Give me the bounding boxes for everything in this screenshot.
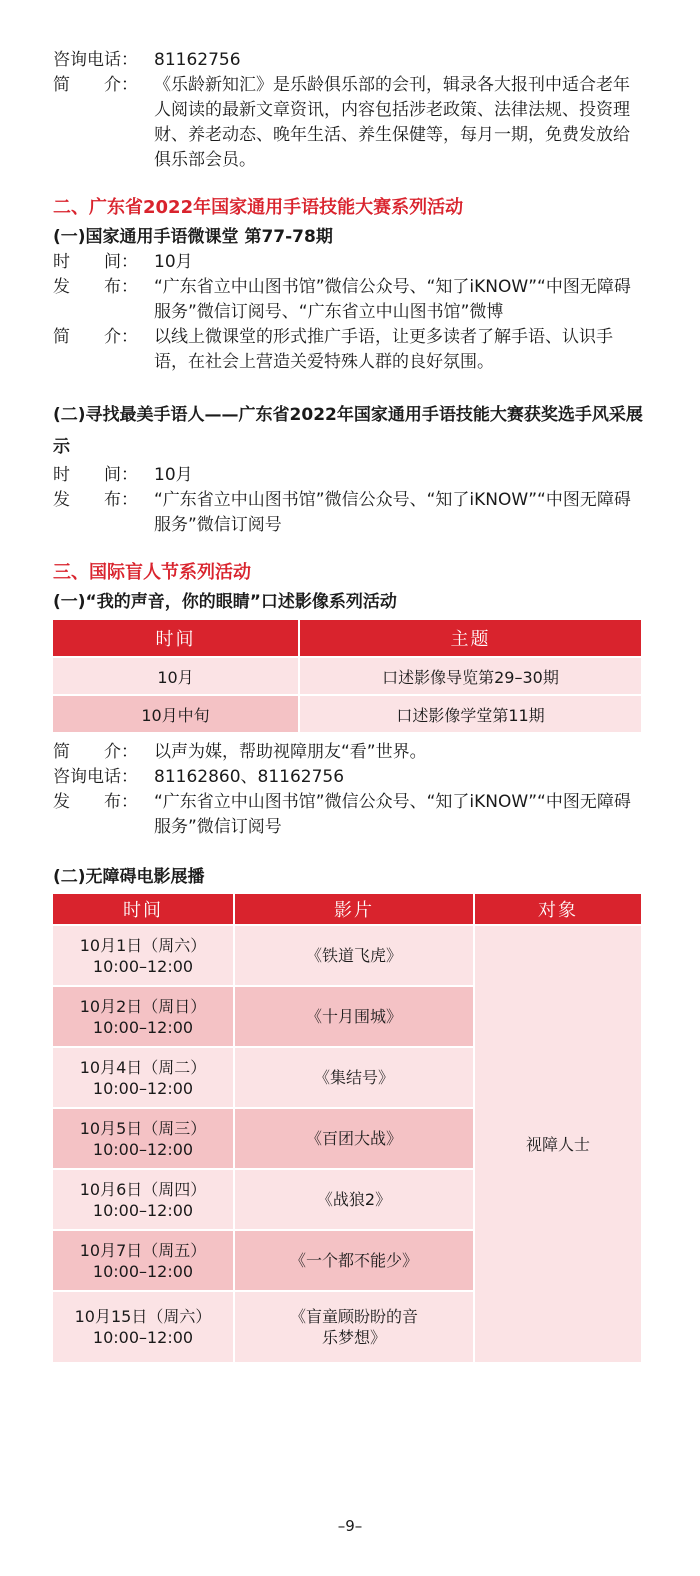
section2-title: 二、广东省2022年国家通用手语技能大赛系列活动 [53, 197, 464, 218]
row-datetime [53, 1109, 233, 1168]
row-time: 10:00–12:00 [92, 1200, 194, 1220]
header-audience: 对象 [475, 894, 641, 924]
row-datetime [53, 987, 233, 1046]
phone-value: 81162860、81162756 [154, 767, 345, 787]
row-film: 《战狼2》 [235, 1170, 473, 1229]
header-time: 时间 [53, 620, 298, 656]
row-time: 10:00–12:00 [92, 1078, 194, 1098]
row-time: 10月 [53, 658, 298, 694]
publish-value: “广东省立中山图书馆”微信公众号、“知了iKNOW”“中图无障碍服务”微信订阅号、“广东省立中山图书馆”微博 [154, 277, 631, 322]
page-content [53, 48, 645, 1364]
table-header-row [53, 620, 641, 656]
row-date: 10月7日（周五） [79, 1240, 207, 1260]
row-film: 《集结号》 [235, 1048, 473, 1107]
table-header-row [53, 894, 641, 924]
publish-label: 发 布： [53, 277, 138, 297]
row-film: 《百团大战》 [235, 1109, 473, 1168]
row-time: 10:00–12:00 [92, 1017, 194, 1037]
phone-line [53, 48, 645, 73]
section3-title: 三、国际盲人节系列活动 [53, 562, 251, 583]
audio-description-table [51, 618, 643, 734]
page-number: –9– [337, 1517, 363, 1535]
row-time: 10:00–12:00 [92, 956, 194, 976]
row-date: 10月5日（周三） [79, 1118, 207, 1138]
row-datetime [53, 1170, 233, 1229]
s3-publish-line [53, 790, 645, 840]
header-film: 影片 [235, 894, 473, 924]
s2-sub1-publish-line [53, 275, 645, 325]
row-time: 10:00–12:00 [92, 1139, 194, 1159]
row-film: 《十月围城》 [235, 987, 473, 1046]
s3-phone-line [53, 765, 645, 790]
header-time: 时间 [53, 894, 233, 924]
row-date: 10月1日（周六） [79, 935, 207, 955]
section2-sub2-title: (二)寻找最美手语人——广东省2022年国家通用手语技能大赛获奖选手风采展示 [53, 405, 643, 457]
phone-label: 咨询电话： [53, 767, 138, 787]
row-datetime [53, 1231, 233, 1290]
time-value: 10月 [154, 252, 193, 272]
row-film: 《一个都不能少》 [235, 1231, 473, 1290]
film-schedule-table [51, 892, 643, 1364]
time-label: 时 间： [53, 252, 138, 272]
row-film: 《盲童顾盼盼的音乐梦想》 [235, 1292, 473, 1362]
table-row [53, 696, 641, 732]
intro-text: 以线上微课堂的形式推广手语，让更多读者了解手语、认识手语，在社会上营造关爱特殊人群的良好氛围。 [154, 327, 613, 372]
publish-label: 发 布： [53, 792, 138, 812]
publish-value: “广东省立中山图书馆”微信公众号、“知了iKNOW”“中图无障碍服务”微信订阅号 [154, 490, 631, 535]
audience-cell: 视障人士 [475, 926, 641, 1362]
row-date: 10月15日（周六） [74, 1307, 212, 1326]
publish-value: “广东省立中山图书馆”微信公众号、“知了iKNOW”“中图无障碍服务”微信订阅号 [154, 792, 631, 837]
publish-label: 发 布： [53, 490, 138, 510]
row-topic: 口述影像导览第29–30期 [300, 658, 641, 694]
time-value: 10月 [154, 465, 193, 485]
table-row [53, 658, 641, 694]
intro-label: 简 介： [53, 742, 138, 762]
row-date: 10月6日（周四） [79, 1179, 207, 1199]
row-date: 10月2日（周日） [79, 996, 207, 1016]
s3-intro-line [53, 740, 645, 765]
phone-value: 81162756 [154, 50, 241, 70]
row-time: 10:00–12:00 [92, 1261, 194, 1281]
row-date: 10月4日（周二） [79, 1057, 207, 1077]
s2-sub2-time-line [53, 463, 645, 488]
section3-sub1-title: (一)“我的声音，你的眼睛”口述影像系列活动 [53, 592, 397, 612]
s2-sub1-time-line [53, 250, 645, 275]
intro-text: 以声为媒，帮助视障朋友“看”世界。 [154, 742, 427, 762]
row-datetime [53, 926, 233, 985]
row-datetime [53, 1292, 233, 1362]
row-topic: 口述影像学堂第11期 [300, 696, 641, 732]
intro-label: 简 介： [53, 75, 138, 95]
row-datetime [53, 1048, 233, 1107]
intro-text: 《乐龄新知汇》是乐龄俱乐部的会刊，辑录各大报刊中适合老年人阅读的最新文章资讯，内容包括涉老政策、法律法规、投资理财、养老动态、晚年生活、养生保健等，每月一期，免费发放给俱乐部会员。 [154, 75, 630, 170]
phone-label: 咨询电话： [53, 50, 138, 70]
time-label: 时 间： [53, 465, 138, 485]
table-row [53, 926, 641, 985]
intro-label: 简 介： [53, 327, 138, 347]
header-topic: 主题 [300, 620, 641, 656]
row-time: 10月中旬 [53, 696, 298, 732]
row-time: 10:00–12:00 [92, 1328, 194, 1347]
intro-line [53, 73, 645, 173]
row-film: 《铁道飞虎》 [235, 926, 473, 985]
section3-sub2-title: (二)无障碍电影展播 [53, 867, 205, 887]
s2-sub1-intro-line [53, 325, 645, 375]
section2-sub1-title: (一)国家通用手语微课堂 第77-78期 [53, 227, 333, 247]
s2-sub2-publish-line [53, 488, 645, 538]
